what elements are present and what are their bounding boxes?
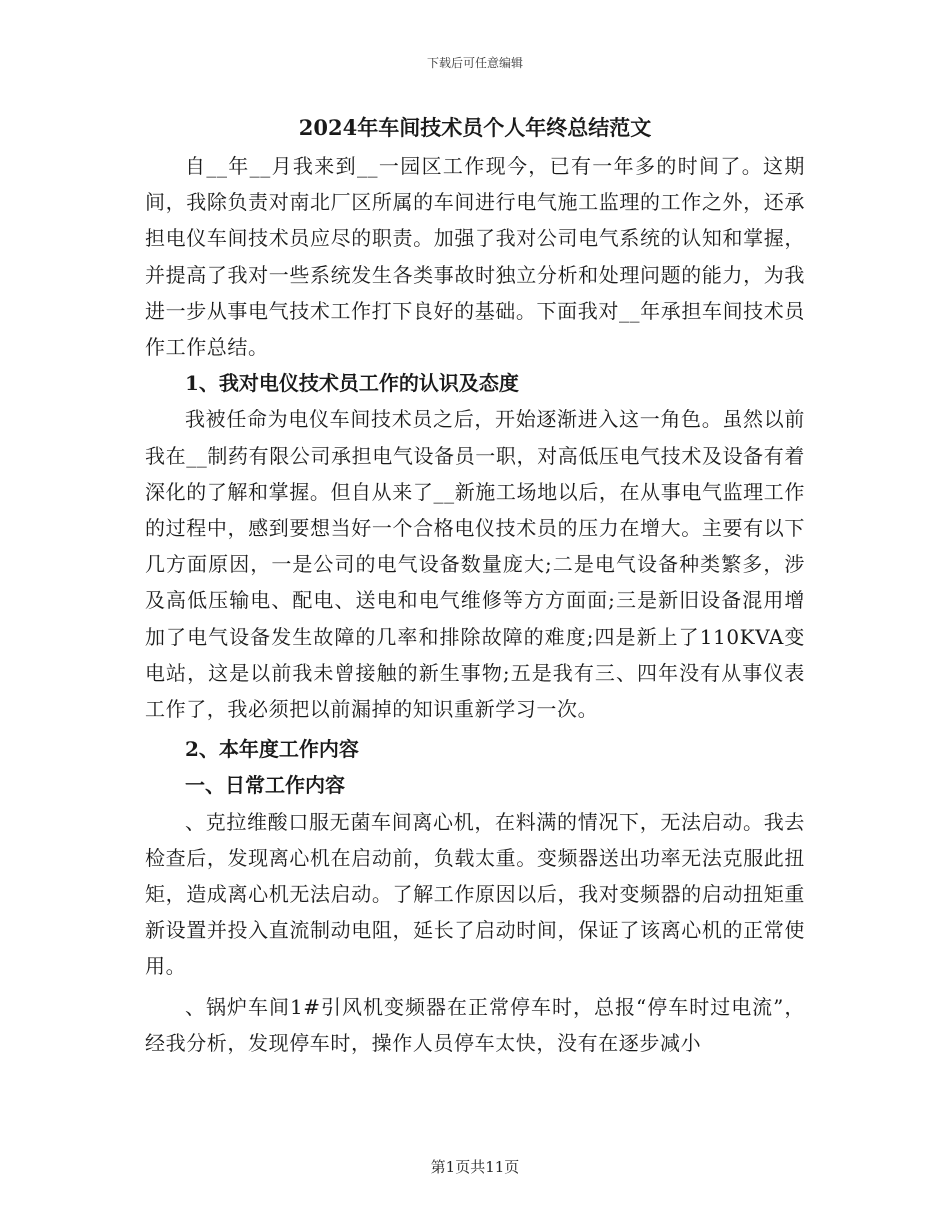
document-title: 2024年车间技术员个人年终总结范文 — [298, 115, 652, 140]
paragraph-item-2: 、锅炉车间1#引风机变频器在正常停车时，总报“停车时过电流”，经我分析，发现停车时，操作人员停车太快，没有在逐步减小 — [145, 994, 805, 1055]
document-body — [145, 108, 805, 1061]
paragraph-item-1: 、克拉维酸口服无菌车间离心机，在料满的情况下，无法启动。我去检查后，发现离心机在启动前，负载太重。变频器送出功率无法克服此扭矩，造成离心机无法启动。了解工作原因以后，我对变频器的启动扭矩重新设置并投入直流制动电阻，延长了启动时间，保证了该离心机的正常使用。 — [145, 809, 805, 979]
paragraph-section-1: 我被任命为电仪车间技术员之后，开始逐渐进入这一角色。虽然以前我在__制药有限公司承担电气设备员一职，对高低压电气技术及设备有着深化的了解和掌握。但自从来了__新施工场地以后，在从事电气监理工作的过程中，感到要想当好一个合格电仪技术员的压力在增大。主要有以下几方面原因，一是公司的电气设备数量庞大;二是电气设备种类繁多，涉及高低压输电、配电、送电和电气维修等方方面面;三是新旧设备混用增加了电气设备发生故障的几率和排除故障的难度;四是新上了110KVA变电站，这是以前我未曾接触的新生事物;五是我有三、四年没有从事仪表工作了，我必须把以前漏掉的知识重新学习一次。 — [145, 407, 805, 722]
paragraph-intro: 自__年__月我来到__一园区工作现今，已有一年多的时间了。这期间，我除负责对南北厂区所属的车间进行电气施工监理的工作之外，还承担电仪车间技术员应尽的职责。加强了我对公司电气系统的认知和掌握，并提高了我对一些系统发生各类事故时独立分析和处理问题的能力，为我进一步从事电气技术工作打下良好的基础。下面我对__年承担车间技术员作工作总结。 — [145, 154, 805, 360]
section-heading-2: 2、本年度工作内容 — [185, 737, 359, 762]
section-heading-1: 1、我对电仪技术员工作的认识及态度 — [185, 371, 519, 396]
header-note: 下载后可任意编辑 — [426, 56, 523, 70]
subsection-heading-1: 一、日常工作内容 — [185, 773, 345, 798]
page-number-footer: 第1页共11页 — [430, 1158, 520, 1176]
